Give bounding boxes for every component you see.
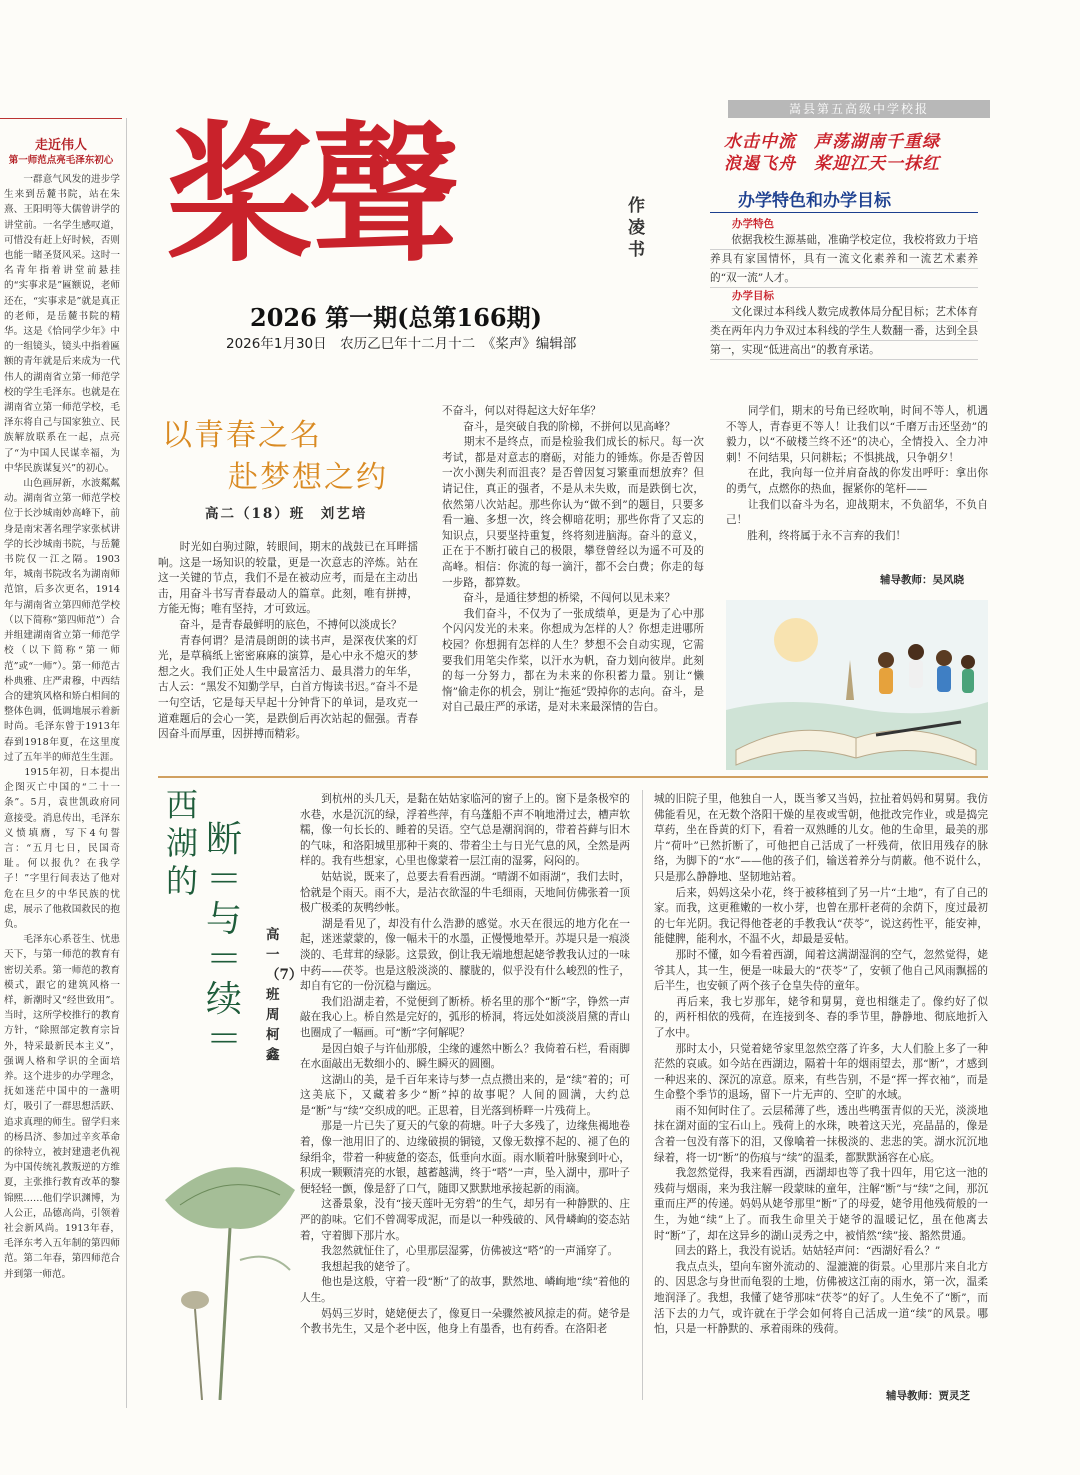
article1-column-3: 同学们，期末的号角已经吹响，时间不等人，机遇不等人，青春更不等人！让我们以“千磨万击还坚劲”的毅力，以“不破楼兰终不还”的决心，全情投入、全力冲刺！不问结果，只问耕耘；不惧挑战，只争朝夕！ 在此，我向每一位并肩奋战的你发出呼吁：拿出你的勇气，点燃你的热血，握紧你的笔杆—— 让我们以奋斗为名，迎战期末，不负韶华，不负自己！ 胜利，终将属于永不言弃的我们！ [726,405,988,542]
school-name-band: 嵩县第五高级中学校报 [728,100,990,118]
article1-column-1: 时光如白驹过隙，转眼间，期末的战鼓已在耳畔擂响。这是一场知识的较量，更是一次意志的淬炼。站在这一关键的节点，我们不是在被动应考，而是在主动出击，用奋斗书写青春最动人的篇章。此刻，唯有拼搏，方能无悔；唯有坚持，才可致远。 奋斗，是青春最鲜明的底色，不搏何以淡成长？ 青春何谓？是清晨朗朗的读书声，是深夜伏案的灯光，是草稿纸上密密麻麻的演算，是心中永不熄灭的梦想之火。我们正处人生中最富活力、最具潜力的年华，古人云：“黑发不知勤学早，白首方悔读书迟。”奋斗不是一句空话，它是每天早起十分钟背下的单词，是攻克一道难题后的会心一笑，是跌倒后再次站起的倔强。青春因奋斗而厚重，因拼搏而精彩。 [158,541,418,741]
feature-label-goals: 办学目标 [732,290,774,302]
calligrapher-signature: 作凌书 [628,196,645,260]
issue-date: 2026年1月30日 农历乙巳年十二月十二 《桨声》编辑部 [226,336,577,352]
feature-label-characteristics: 办学特色 [732,218,774,230]
issue-number: 2026 第一期(总第166期) [250,303,542,332]
article1-column-2: 不奋斗，何以对得起这大好年华？ 奋斗，是突破自我的阶梯，不拼何以见高峰？ 期末不是终点，而是检验我们成长的标尺。每一次考试，都是对意志的磨砺，对能力的锤炼。你是否曾因一次小测失利而沮丧？是否曾因复习繁重而想放弃？但请记住，真正的强者，不是从未失败，而是跌倒七次，依然第八次站起。那些你认为“做不到”的题目，只要多看一遍、多想一次，终会柳暗花明；那些你背了又忘的知识点，只要坚持重复，终将刻进脑海。奋斗的意义，正在于不断打破自己的极限，攀登曾经以为遥不可及的高峰。相信：你流的每一滴汗，都不会白费；你走的每一步路，都算数。 奋斗，是通往梦想的桥梁，不闯何以见未来？ 我们奋斗，不仅为了一张成绩单，更是为了心中那个闪闪发光的未来。你想成为怎样的人？你想走进哪所校园？你想拥有怎样的人生？梦想不会自动实现，它需要我们用笔尖作桨，以汗水为帆，奋力划向彼岸。此刻的每一分努力，都在为未来的你积蓄力量。别让“懒惰”偷走你的机会，别让“拖延”毁掉你的志向。奋斗，是对自己最庄严的承诺，是对未来最深情的告白。 [442,405,704,714]
article2-title-part1: 西湖的 [166,786,199,900]
article2-advisor: 辅导教师：贾灵芝 [886,1390,970,1402]
article1-byline: 高二（18）班 刘艺培 [205,506,368,522]
left-column-body: 一群意气风发的进步学生来到岳麓书院，站在朱熹、王阳明等大儒曾讲学的讲堂前。一名学生感叹道，可惜没有赶上好时候，否则也能一睹圣贤风采。这时一名青年指着讲堂前悬挂的“实事求是”匾额说，老师还在，“实事求是”就是真正的老师，是岳麓书院的精华。这是《恰同学少年》中的一组镜头，镜头中指着匾额的青年就是后来成为一代伟人的湖南省立第一师范学校的学生毛泽东。也就是在湖南省立第一师范学校，毛泽东将自己与国家独立、民族解放联系在一起，点亮了“为中国人民谋幸福，为中华民族谋复兴”的初心。 山色画屏新，水波粼粼动。湖南省立第一师范学校位于长沙城南妙高峰下，前身是南宋著名理学家张栻讲学的长沙城南书院，与岳麓书院仅一江之隔。1903年，城南书院改名为湖南师范馆，后多次更名，1914年与湖南省立第四师范学校（以下简称“第四师范”）合并组建湖南省立第一师范学校（以下简称“第一师范”或“一师”）。第一师范古朴典雅、庄严肃穆，中西结合的建筑风格和矫白相间的整体色调，低调地展示着新时尚。毛泽东曾于1913年春到1918年夏，在这里度过了五年半的师范生生涯。 1915年初，日本提出企图灭亡中国的“二十一条”。5月，袁世凯政府同意接受。消息传出，毛泽东义愤填膺，写下4句誓言：“五月七日，民国奇耻。何以报仇？在我学子！”字里行间表达了他对危在旦夕的中华民族的忧虑，展示了他救国救民的抱负。 毛泽东心系苍生、忧患天下，与第一师范的教育有密切关系。第一师范的教育模式，跟它的建筑风格一样，新潮时又“经世致用”。当时，这所学校推行的教育方针，“除照部定教育宗旨外，特采最新民本主义”，强调人格和学识的全面培养。这个进步的办学理念，抚如迷茫中国中的一盏明灯，吸引了一群思想活跃、追求真理的师生。留学归来的杨昌济、参加过辛亥革命的徐特立，被封建遗老仇视为中国传统礼教叛逆的方维夏，主张推行教育改革的黎锦熙……他们学识渊博，为人公正，品德高尚，引领着社会新风尚。1913年春，毛泽东考入五年制的第四师范。第二年春，第四师范合并到第一师范。 [4,174,120,1280]
students-book-illustration [726,600,988,770]
article2-title-part2: 断＝与＝续＝ [206,819,243,1060]
left-column-title: 走近伟人 [34,138,87,153]
article2-byline: 高一（7）班 周柯鑫 [266,927,303,1063]
feature-title: 办学特色和办学目标 [738,191,891,211]
article2-column-1: 到杭州的头几天，是黏在姑姑家临河的窗子上的。窗下是条极窄的水巷，水是沉沉的绿，浮着些萍，有乌蓬船不声不响地滑过去，槽声软糯，像一句长长的、睡着的吴语。空气总是潮润润的，带着苔藓与旧木的气味，和洛阳城里那种干爽的、带着尘土与日光气息的风，全然是两样的。我有些想家，心里也像蒙着一层江南的湿雾，闷闷的。 姑姑说，既来了，总要去看看西湖。“晴湖不如雨湖”，我们去时，恰就是个雨天。雨不大，是沾衣欲湿的牛毛细雨，天地间仿佛张着一顶极广极柔的灰鸭纱帐。 湖是看见了，却没有什么浩渺的感觉。水天在很远的地方化在一起，迷迷蒙蒙的，像一幅未干的水墨，正慢慢地晕开。苏堤只是一痕淡淡的、毛茸茸的绿影。这景致，倒让我无端地想起姥爷教我认过的一味中药——茯苓。也是这般淡淡的、朦胧的，似乎没有什么峻烈的性子，却自有它的一份沉稳与幽远。 我们沿湖走着，不觉便到了断桥。桥名里的那个“断”字，铮然一声敲在我心上。桥自然是完好的，弧形的桥洞，将远处如淡淡眉黛的青山也圈成了一幅画。可“断”字何解呢？ 是因白娘子与许仙那般，尘缘的遽然中断么？我倚着石栏，看雨脚在水面敲出无数细小的、瞬生瞬灭的圆圈。 这湖山的美，是千百年来诗与梦一点点攒出来的，是“续”着的；可这美底下，又藏着多少“断”掉的故事呢？人间的圆满，大约总是“断”与“续”交织成的吧。正思着，目光落到桥畔一片残荷上。 那是一片已失了夏天的气象的荷塘。叶子大多残了，边缘焦褐地卷着，像一池用旧了的、边缘破损的铜镜，又像无数撑不起的、褪了色的绿绢伞，带着一种疲惫的姿态，低垂向水面。雨水顺着叶脉聚到叶心，积成一颗颗清亮的水银，越蓄越满，终于“嗒”一声，坠入湖中，那叶子便轻轻一颤，像是舒了口气，随即又默默地承接起新的雨滴。 这番景象，没有“接天莲叶无穷碧”的生气，却另有一种静默的、庄严的韵味。它们不曾凋零成泥，而是以一种残破的、风骨嶙峋的姿态站着，守着脚下那片水。 我忽然就怔住了，心里那层湿雾，仿佛被这“嗒”的一声涌穿了。 我想起我的姥爷了。 他也是这般，守着一段“断”了的故事，默然地、嶙峋地“续”着他的人生。 妈妈三岁时，姥姥便去了，像夏日一朵骤然被风掠走的荷。姥爷是个教书先生，又是个老中医，他身上有墨香，也有药香。在洛阳老 [300,793,630,1336]
slogan-line-1: 水击中流 声荡湖南千重绿 [724,132,940,152]
lotus-ink-painting [160,1000,300,1400]
feature-title-underline [710,212,978,213]
article1-title-line1: 以青春之名 [162,418,322,453]
article1-advisor: 辅导教师：吴风晓 [880,574,964,586]
masthead-title: 桨聲 [165,107,454,283]
left-column-subtitle: 第一师范点亮毛泽东初心 [8,155,114,166]
feature-text-goals: 文化课过本科线人数完成教体局分配目标；艺术体育类在两年内力争双过本科线的学生人数翻一番，达到全县第一，实现“低进高出”的教育承诺。 [710,303,978,360]
column-divider [642,790,643,1400]
feature-text-characteristics: 依据我校生源基础，准确学校定位，我校将致力于培养具有家国情怀，具有一流文化素养和一流艺术素养的“双一流”人才。 [710,231,978,288]
article2-column-2: 城的旧院子里，他独自一人，既当爹又当妈，拉扯着妈妈和舅舅。我仿佛能看见，在无数个洛阳干燥的星夜或雪朝，他批改完作业，或是捣完草药，坐在昏黄的灯下，看着一双熟睡的儿女。他的生命里，最美的那片“荷叶”已然折断了，可他把自己活成了一杆残荷，依旧用残存的脉络，为脚下的“水”——他的孩子们，输送着养分与荫蔽。他不说什么，只是那么静静地、坚韧地站着。 后来，妈妈这朵小花，终于被移植到了另一片“土地”，有了自己的家。而我，这更稚嫩的一枚小芽，也曾在那杆老荷的余荫下，度过最初的七年光阴。我记得他苍老的手教我认“茯苓”，说这药性平，能安神，能健脾，能利水，不温不火，却最是妥帖。 那时不懂，如今看着西湖，闻着这满湖湿润的空气，忽然觉得，姥爷其人，其一生，便是一味最大的“茯苓”了，安顿了他自己风雨飘摇的后半生，也安顿了两个孩子仓皇失侍的童年。 再后来，我七岁那年，姥爷和舅舅，竟也相继走了。像约好了似的，两杆相依的残荷，在连接到冬、春的季节里，静静地、彻底地折入了水中。 那时太小，只觉着姥爷家里忽然空落了许多，大人们脸上多了一种茫然的哀戚。如今站在西湖边，隔着十年的烟雨望去，那“断”，才感到一种迟来的、深沉的凉意。原来，有些告别，不是“挥一挥衣袖”，而是生命整个季节的退场，留下一片无声的、空旷的水域。 雨不知何时住了。云层稀薄了些，透出些鸭蛋青似的天光，淡淡地抹在湖对面的宝石山上。残荷上的水珠，映着这天光，亮晶晶的，像是含着一包没有落下的泪，又像噙着一抹极淡的、悲悲的笑。湖水沉沉地绿着，将一切“断”的伤痕与“续”的温柔，都默默涵容在心底。 我忽然觉得，我来看西湖，西湖却也等了我十四年，用它这一池的残荷与烟雨，来为我注解一段蒙昧的童年，注解“断”与“续”之间，那沉重而庄严的传递。妈妈从姥爷那里“断”了的母爱，姥爷用他残荷般的一生，为她“续”上了。而我生命里关于姥爷的温暖记忆，虽在他离去时“断”了，却在这异乡的湖山灵秀之中，被悄然“续”接、豁然贯通。 回去的路上，我没有说话。姑姑轻声问：“西湖好看么？” 我点点头，望向车窗外流动的、湿漉漉的街景。心里那片来自北方的、因思念与身世而龟裂的土地，仿佛被这江南的雨水，第一次，温柔地润泽了。我想，我懂了姥爷那味“茯苓”的好了。人生免不了“断”，而活下去的力气，或许就在于学会如何将自己活成一道“续”的风景。哪怕，只是一杆静默的、承着雨珠的残荷。 [654,793,988,1336]
sun-icon [774,618,818,662]
column-divider [126,118,127,1408]
lotus-pod-icon [181,1291,209,1400]
slogan-line-2: 浪遏飞舟 桨迎江天一抹红 [724,154,940,174]
article1-title-line2: 赴梦想之约 [228,460,388,495]
lotus-leaf-icon [165,1167,295,1229]
section-divider [158,776,988,778]
